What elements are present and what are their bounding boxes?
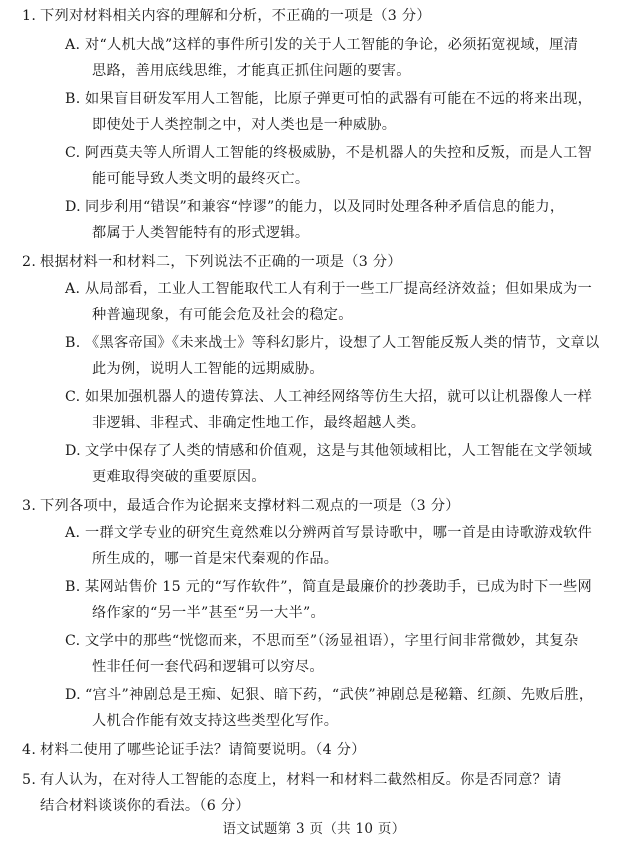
option-text: 同步利用“错误”和兼容“悖谬”的能力，以及同时处理各种矛盾信息的能力， bbox=[85, 199, 565, 215]
option-text: 性非任何一套代码和逻辑可以穷尽。 bbox=[92, 659, 324, 675]
option-label: A. bbox=[65, 525, 81, 541]
option-text: 如果加强机器人的遗传算法、人工神经网络等仿生大招，就可以让机器像人一样 bbox=[85, 389, 593, 405]
option-label: B. bbox=[65, 579, 81, 595]
option-text: 某网站售价 15 元的“写作软件”，简直是最廉价的抄袭助手，已成为时下一些网 bbox=[85, 579, 592, 595]
option-label: C. bbox=[65, 145, 81, 161]
option-text: 《黑客帝国》《未来战士》等科幻影片，设想了人工智能反叛人类的情节，文章以 bbox=[85, 335, 600, 351]
option-label: D. bbox=[65, 687, 81, 703]
page-footer: 语文试题第 3 页（共 10 页） bbox=[222, 821, 406, 837]
question-stem-continued: 结合材料谈谈你的看法。（6 分） bbox=[40, 798, 250, 814]
question-stem: 有人认为，在对待人工智能的态度上，材料一和材料二截然相反。你是否同意？请 bbox=[40, 772, 562, 788]
option-label: D. bbox=[65, 199, 81, 215]
option-text: 非逻辑、非程式、非确定性地工作，最终超越人类。 bbox=[92, 415, 426, 431]
option-label: A. bbox=[65, 281, 81, 297]
option-label: C. bbox=[65, 633, 81, 649]
option-text: 文学中的那些“恍惚而来，不思而至”（汤显祖语），字里行间非常微妙，其复杂 bbox=[85, 633, 579, 649]
option-label: D. bbox=[65, 443, 81, 459]
option-text: 阿西莫夫等人所谓人工智能的终极威胁，不是机器人的失控和反叛，而是人工智 bbox=[85, 145, 593, 161]
question-number: 2. bbox=[22, 254, 37, 270]
question-stem: 下列各项中，最适合作为论据来支撑材料二观点的一项是（3 分） bbox=[40, 498, 460, 514]
option-text: 一群文学专业的研究生竟然难以分辨两首写景诗歌中，哪一首是由诗歌游戏软件 bbox=[85, 525, 593, 541]
option-text: 能可能导致人类文明的最终灭亡。 bbox=[92, 171, 310, 187]
option-label: C. bbox=[65, 389, 81, 405]
option-text: 人机合作能有效支持这些类型化写作。 bbox=[92, 713, 339, 729]
option-label: B. bbox=[65, 91, 81, 107]
option-text: 即使处于人类控制之中，对人类也是一种威胁。 bbox=[92, 117, 397, 133]
question-number: 1. bbox=[22, 8, 37, 24]
question-stem: 材料二使用了哪些论证手法？请简要说明。（4 分） bbox=[40, 742, 366, 758]
option-text: 种普遍现象，有可能会危及社会的稳定。 bbox=[92, 307, 353, 323]
option-text: 都属于人类智能特有的形式逻辑。 bbox=[92, 225, 310, 241]
option-text: 思路，善用底线思维，才能真正抓住问题的要害。 bbox=[92, 63, 411, 79]
option-text: “宫斗”神剧总是王痴、妃狠、暗下药，“武侠”神剧总是秘籍、红颜、先败后胜， bbox=[85, 687, 594, 703]
question-stem: 下列对材料相关内容的理解和分析，不正确的一项是（3 分） bbox=[40, 8, 431, 24]
option-label: A. bbox=[65, 37, 81, 53]
option-text: 如果盲目研发军用人工智能，比原子弹更可怕的武器有可能在不远的将来出现， bbox=[85, 91, 593, 107]
option-text: 络作家的“另一半”甚至“另一大半”。 bbox=[92, 605, 326, 621]
question-number: 5. bbox=[22, 772, 37, 788]
question-number: 4. bbox=[22, 742, 37, 758]
question-stem: 根据材料一和材料二，下列说法不正确的一项是（3 分） bbox=[40, 254, 402, 270]
question-number: 3. bbox=[22, 498, 37, 514]
option-text: 更难取得突破的重要原因。 bbox=[92, 469, 266, 485]
option-label: B. bbox=[65, 335, 81, 351]
option-text: 此为例，说明人工智能的远期威胁。 bbox=[92, 361, 324, 377]
option-text: 文学中保存了人类的情感和价值观，这是与其他领域相比，人工智能在文学领域 bbox=[85, 443, 593, 459]
option-text: 所生成的，哪一首是宋代秦观的作品。 bbox=[92, 551, 339, 567]
option-text: 对“人机大战”这样的事件所引发的关于人工智能的争论，必须拓宽视域，厘清 bbox=[85, 37, 579, 53]
option-text: 从局部看，工业人工智能取代工人有利于一些工厂提高经济效益；但如果成为一 bbox=[85, 281, 593, 297]
